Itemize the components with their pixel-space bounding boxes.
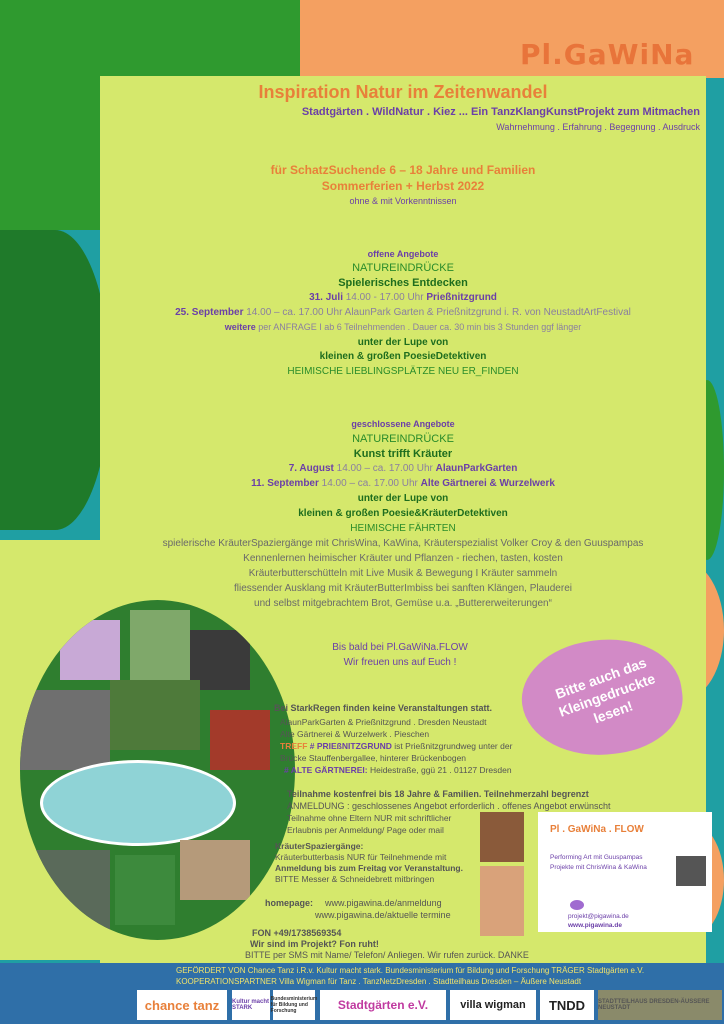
motto-line: HEIMISCHE FÄHRTEN bbox=[350, 523, 456, 534]
event-date-line: 11. September 14.00 – ca. 17.00 Uhr Alte Gärtnerei & Wurzelwerk bbox=[251, 478, 555, 489]
meeting-point-line: Brücke Stauffenbergallee, hinterer Brückenbogen bbox=[280, 753, 467, 763]
audience-line: für SchatzSuchende 6 – 18 Jahre und Familien bbox=[270, 163, 536, 177]
logo-villa-wigman: villa wigman bbox=[450, 990, 536, 1020]
motto-line: HEIMISCHE LIEBLINGSPLÄTZE NEU ER_FINDEN bbox=[287, 366, 519, 377]
logo-stadtgaerten: Stadtgärten e.V. bbox=[320, 990, 446, 1020]
category-label: NATUREINDRÜCKE bbox=[352, 262, 454, 274]
closing-line: Bis bald bei Pl.GaWiNa.FLOW bbox=[332, 642, 468, 653]
parents-line: Teilnahme ohne Eltern NUR mit schriftlicher bbox=[287, 813, 452, 823]
logo-chance-tanz: chance tanz bbox=[137, 990, 227, 1020]
photo-collage bbox=[20, 600, 295, 940]
category-label: NATUREINDRÜCKE bbox=[352, 433, 454, 445]
photo bbox=[130, 610, 190, 680]
description-line: und selbst mitgebrachtem Brot, Gemüse u.a. „Buttererweiterungen“ bbox=[254, 598, 552, 609]
event-title: Kunst trifft Kräuter bbox=[353, 448, 453, 460]
section-heading: geschlossene Angebote bbox=[351, 419, 455, 429]
meeting-point-line: TREFF # PRIEßNITZGRUND ist Prießnitzgrundweg unter der bbox=[280, 741, 513, 751]
photo bbox=[676, 856, 706, 886]
logo-kultur-macht-stark: Kultur macht STARK bbox=[232, 990, 270, 1020]
photo bbox=[210, 710, 270, 770]
description-line: Kräuterbutterschütteln mit Live Musik & Bewegung I Kräuter sammeln bbox=[248, 568, 558, 579]
herb-walk-line: Anmeldung bis zum Freitag vor Veranstaltung. bbox=[275, 863, 463, 873]
description-line: spielerische KräuterSpaziergänge mit ChrisWina, KaWina, Kräuterspezialist Volker Croy & den Guuspampas bbox=[162, 538, 644, 549]
card-web[interactable]: www.pigawina.de bbox=[568, 922, 622, 929]
flow-card bbox=[538, 812, 712, 932]
logo-icon bbox=[570, 900, 584, 910]
detectives-line: kleinen & großen PoesieDetektiven bbox=[319, 351, 487, 362]
card-line: Projekte mit ChrisWina & KaWina bbox=[550, 864, 647, 871]
location-line: Alte Gärtnerei & Wurzelwerk . Pieschen bbox=[280, 729, 430, 739]
headline: Inspiration Natur im Zeitenwandel bbox=[258, 82, 548, 102]
card-line: Performing Art mit Guuspampas bbox=[550, 854, 643, 861]
parents-line: Erlaubnis per Anmeldung/ Page oder mail bbox=[287, 825, 444, 835]
location-line: AlaunParkGarten & Prießnitzgrund . Dresden Neustadt bbox=[280, 717, 487, 727]
background-green-left-shape bbox=[0, 230, 110, 530]
photo bbox=[20, 690, 110, 770]
lupe-line: unter der Lupe von bbox=[357, 493, 449, 504]
homepage-link[interactable]: www.pigawina.de/anmeldung bbox=[325, 898, 442, 908]
photo bbox=[115, 855, 175, 925]
on-request-line: weitere per ANFRAGE I ab 6 Teilnehmenden . Dauer ca. 30 min bis 3 Stunden ggf länger bbox=[224, 322, 582, 332]
section-heading: offene Angebote bbox=[367, 249, 439, 259]
homepage-label: homepage: bbox=[265, 898, 314, 908]
logo-stadtteilhaus: STADTTEILHAUS DRESDEN-ÄUSSERE NEUSTADT bbox=[598, 990, 722, 1020]
rain-notice: Bei StarkRegen finden keine Veranstaltungen statt. bbox=[274, 703, 493, 713]
subheadline: Stadtgärten . WildNatur . Kiez ... Ein TanzKlangKunstProjekt zum Mitmachen bbox=[301, 106, 700, 118]
description-line: Kennenlernen heimischer Kräuter und Pflanzen - riechen, tasten, kosten bbox=[243, 553, 563, 564]
brand-title: Pl.GaWiNa bbox=[520, 38, 695, 71]
meeting-point-line: # ALTE GÄRTNEREI: Heidestraße, ggü 21 . 01127 Dresden bbox=[284, 765, 512, 775]
detectives-line: kleinen & großen Poesie&KräuterDetektiven bbox=[298, 508, 508, 519]
event-title: Spielerisches Entdecken bbox=[338, 277, 468, 289]
card-title: Pl . GaWiNa . FLOW bbox=[550, 824, 644, 835]
lupe-line: unter der Lupe von bbox=[357, 337, 449, 348]
prerequisites-line: ohne & mit Vorkenntnissen bbox=[349, 196, 457, 206]
photo bbox=[60, 620, 120, 680]
drawing-photo bbox=[40, 760, 236, 846]
note-text: Bitte auch das Kleingedruckte lesen! bbox=[553, 654, 658, 727]
event-date-line: 7. August 14.00 – ca. 17.00 Uhr AlaunParkGarten bbox=[288, 463, 518, 474]
phone-line: FON +49/1738569354 bbox=[252, 928, 342, 938]
season-line: Sommerferien + Herbst 2022 bbox=[321, 179, 485, 193]
sponsor-line: GEFÖRDERT VON Chance Tanz i.R.v. Kultur macht stark. Bundesministerium für Bildung und Forschung TRÄGER Stadtgärten e.V. bbox=[176, 966, 645, 975]
photo bbox=[480, 866, 524, 936]
photo bbox=[30, 850, 110, 930]
homepage-link[interactable]: www.pigawina.de/aktuelle termine bbox=[315, 910, 451, 920]
photo bbox=[180, 840, 250, 900]
partner-line: KOOPERATIONSPARTNER Villa Wigman für Tanz . TanzNetzDresden . Stadtteilhaus Dresden – Äußere Neustadt bbox=[176, 977, 582, 986]
closing-line: Wir freuen uns auf Euch ! bbox=[343, 657, 457, 668]
photo bbox=[480, 812, 524, 862]
event-date-line: 25. September 14.00 – ca. 17.00 Uhr AlaunPark Garten & Prießnitzgrund i. R. von NeustadtArtFestival bbox=[175, 307, 631, 318]
herb-walk-line: Kräuterbutterbasis NUR für Teilnehmende mit bbox=[275, 852, 447, 862]
card-email[interactable]: projekt@pigawina.de bbox=[568, 913, 629, 920]
logo-bmbf: Bundesministerium für Bildung und Forschung bbox=[273, 990, 315, 1020]
project-line: Wir sind im Projekt? Fon ruht! bbox=[250, 939, 379, 949]
registration-line: ANMELDUNG : geschlossenes Angebot erforderlich . offenes Angebot erwünscht bbox=[287, 801, 611, 811]
logo-tndd: TNDD bbox=[540, 990, 594, 1020]
description-line: fliessender Ausklang mit KräuterButterImbiss bei sanften Klängen, Plauderei bbox=[234, 583, 572, 594]
herb-walk-line: BITTE Messer & Schneidebrett mitbringen bbox=[275, 874, 435, 884]
tagline: Wahrnehmung . Erfahrung . Begegnung . Ausdruck bbox=[496, 122, 700, 132]
sms-line: BITTE per SMS mit Name/ Telefon/ Anliegen. Wir rufen zurück. DANKE bbox=[245, 950, 529, 960]
event-date-line: 31. Juli 14.00 - 17.00 Uhr Prießnitzgrund bbox=[309, 292, 497, 303]
photo bbox=[110, 680, 200, 750]
participation-line: Teilnahme kostenfrei bis 18 Jahre & Familien. Teilnehmerzahl begrenzt bbox=[287, 789, 589, 799]
herb-walk-heading: KräuterSpaziergänge: bbox=[275, 841, 364, 851]
